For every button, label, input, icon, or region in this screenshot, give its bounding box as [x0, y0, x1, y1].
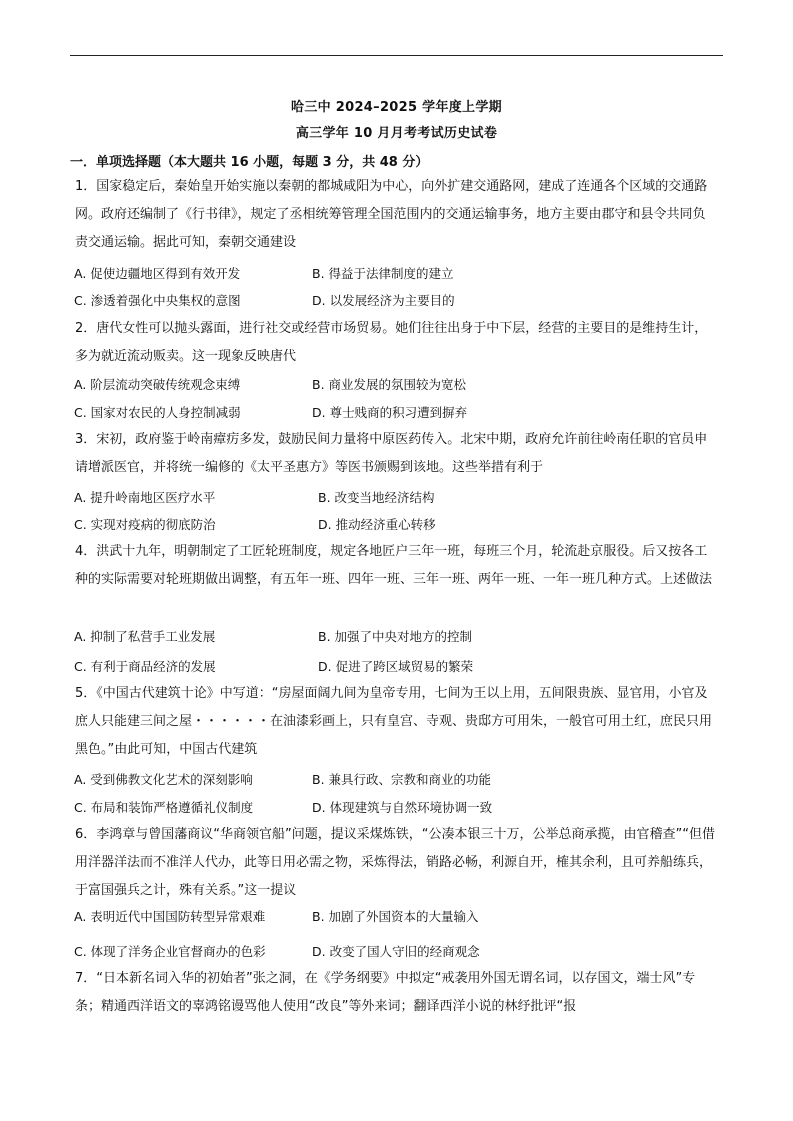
question-1-option-c[interactable]: C. 渗透着强化中央集权的意图	[74, 293, 241, 308]
question-5-option-d[interactable]: D. 体现建筑与自然环境协调一致	[312, 800, 493, 815]
question-6-option-d[interactable]: D. 改变了国人守旧的经商观念	[312, 944, 480, 959]
question-3-stem: 3．宋初，政府鉴于岭南瘴疠多发，鼓励民间力量将中原医药传入。北宋中期，政府允许前往岭南任职的官员申请增派医官，并将统一编修的《太平圣惠方》等医书颁赐到该地。这些举措有利于	[75, 432, 708, 475]
question-1-stem: 1．国家稳定后，秦始皇开始实施以秦朝的都城咸阳为中心，向外扩建交通路网，建成了连通各个区域的交通路网。政府还编制了《行书律》，规定了丞相统筹管理全国范围内的交通运输事务，地方主要由郡守和县令共同负责交通运输。据此可知，秦朝交通建设	[75, 179, 708, 250]
question-4-option-c[interactable]: C. 有利于商品经济的发展	[74, 659, 216, 674]
question-5-option-b[interactable]: B. 兼具行政、宗教和商业的功能	[312, 772, 492, 787]
question-2-option-a[interactable]: A. 阶层流动突破传统观念束缚	[74, 377, 241, 392]
section-heading: 一．单项选择题（本大题共 16 小题，每题 3 分，共 48 分）	[70, 155, 429, 170]
question-4-option-a[interactable]: A. 抑制了私营手工业发展	[74, 629, 216, 644]
question-5-stem: 5．《中国古代建筑十论》中写道：“房屋面阔九间为皇帝专用，七间为王以上用，五间限贵族、显官用，小官及庶人只能建三间之屋・・・・・・在油漆彩画上，只有皇宫、寺观、贵邸方可用朱，一般官可用土红，庶民只用黑色。”由此可知，中国古代建筑	[75, 686, 713, 757]
question-4-stem: 4．洪武十九年，明朝制定了工匠轮班制度，规定各地匠户三年一班，每班三个月，轮流赴京服役。后又按各工种的实际需要对轮班期做出调整，有五年一班、四年一班、三年一班、两年一班、一年一班几种方式。上述做法	[75, 544, 713, 587]
question-1-option-d[interactable]: D. 以发展经济为主要目的	[312, 293, 455, 308]
question-3-option-b[interactable]: B. 改变当地经济结构	[318, 490, 435, 505]
question-2-stem: 2．唐代女性可以抛头露面，进行社交或经营市场贸易。她们往往出身于中下层，经营的主要目的是维持生计，多为就近流动贩卖。这一现象反映唐代	[75, 321, 708, 364]
question-2-option-b[interactable]: B. 商业发展的氛围较为宽松	[312, 377, 467, 392]
exam-subtitle: 高三学年 10 月月考考试历史试卷	[295, 126, 498, 141]
header-rule	[70, 55, 723, 56]
question-4-option-b[interactable]: B. 加强了中央对地方的控制	[318, 629, 473, 644]
question-2-option-c[interactable]: C. 国家对农民的人身控制减弱	[74, 405, 241, 420]
question-6-option-c[interactable]: C. 体现了洋务企业官督商办的色彩	[74, 944, 266, 959]
question-6-stem: 6．李鸿章与曾国藩商议“华商领官船”问题，提议采煤炼铁，“公凑本银三十万，公举总商承揽，由官稽查”“但借用洋器洋法而不准洋人代办，此等日用必需之物，采炼得法，销路必畅，利源自开，榷其余利，且可养船练兵，于富国强兵之计，殊有关系。”这一提议	[75, 827, 715, 898]
exam-school-title: 哈三中 2024–2025 学年度上学期	[291, 100, 502, 115]
question-5-option-c[interactable]: C. 布局和装饰严格遵循礼仪制度	[74, 800, 254, 815]
question-3-option-d[interactable]: D. 推动经济重心转移	[318, 517, 436, 532]
question-4-option-d[interactable]: D. 促进了跨区域贸易的繁荣	[318, 659, 474, 674]
question-3-option-a[interactable]: A. 提升岭南地区医疗水平	[74, 490, 216, 505]
question-1-option-a[interactable]: A. 促使边疆地区得到有效开发	[74, 266, 241, 281]
question-2-option-d[interactable]: D. 尊士贱商的积习遭到摒弃	[312, 405, 468, 420]
question-6-option-b[interactable]: B. 加剧了外国资本的大量输入	[312, 909, 479, 924]
question-5-option-a[interactable]: A. 受到佛教文化艺术的深刻影响	[74, 772, 253, 787]
question-1-option-b[interactable]: B. 得益于法律制度的建立	[312, 266, 454, 281]
question-7-stem: 7．“日本新名词入华的初始者”张之洞，在《学务纲要》中拟定“戒袭用外国无谓名词，以存国文，端士风”专条；精通西洋语文的辜鸿铭谩骂他人使用“改良”等外来词；翻译西洋小说的林纾批评“报	[75, 971, 696, 1014]
question-6-option-a[interactable]: A. 表明近代中国国防转型异常艰难	[74, 909, 266, 924]
question-3-option-c[interactable]: C. 实现对疫病的彻底防治	[74, 517, 216, 532]
